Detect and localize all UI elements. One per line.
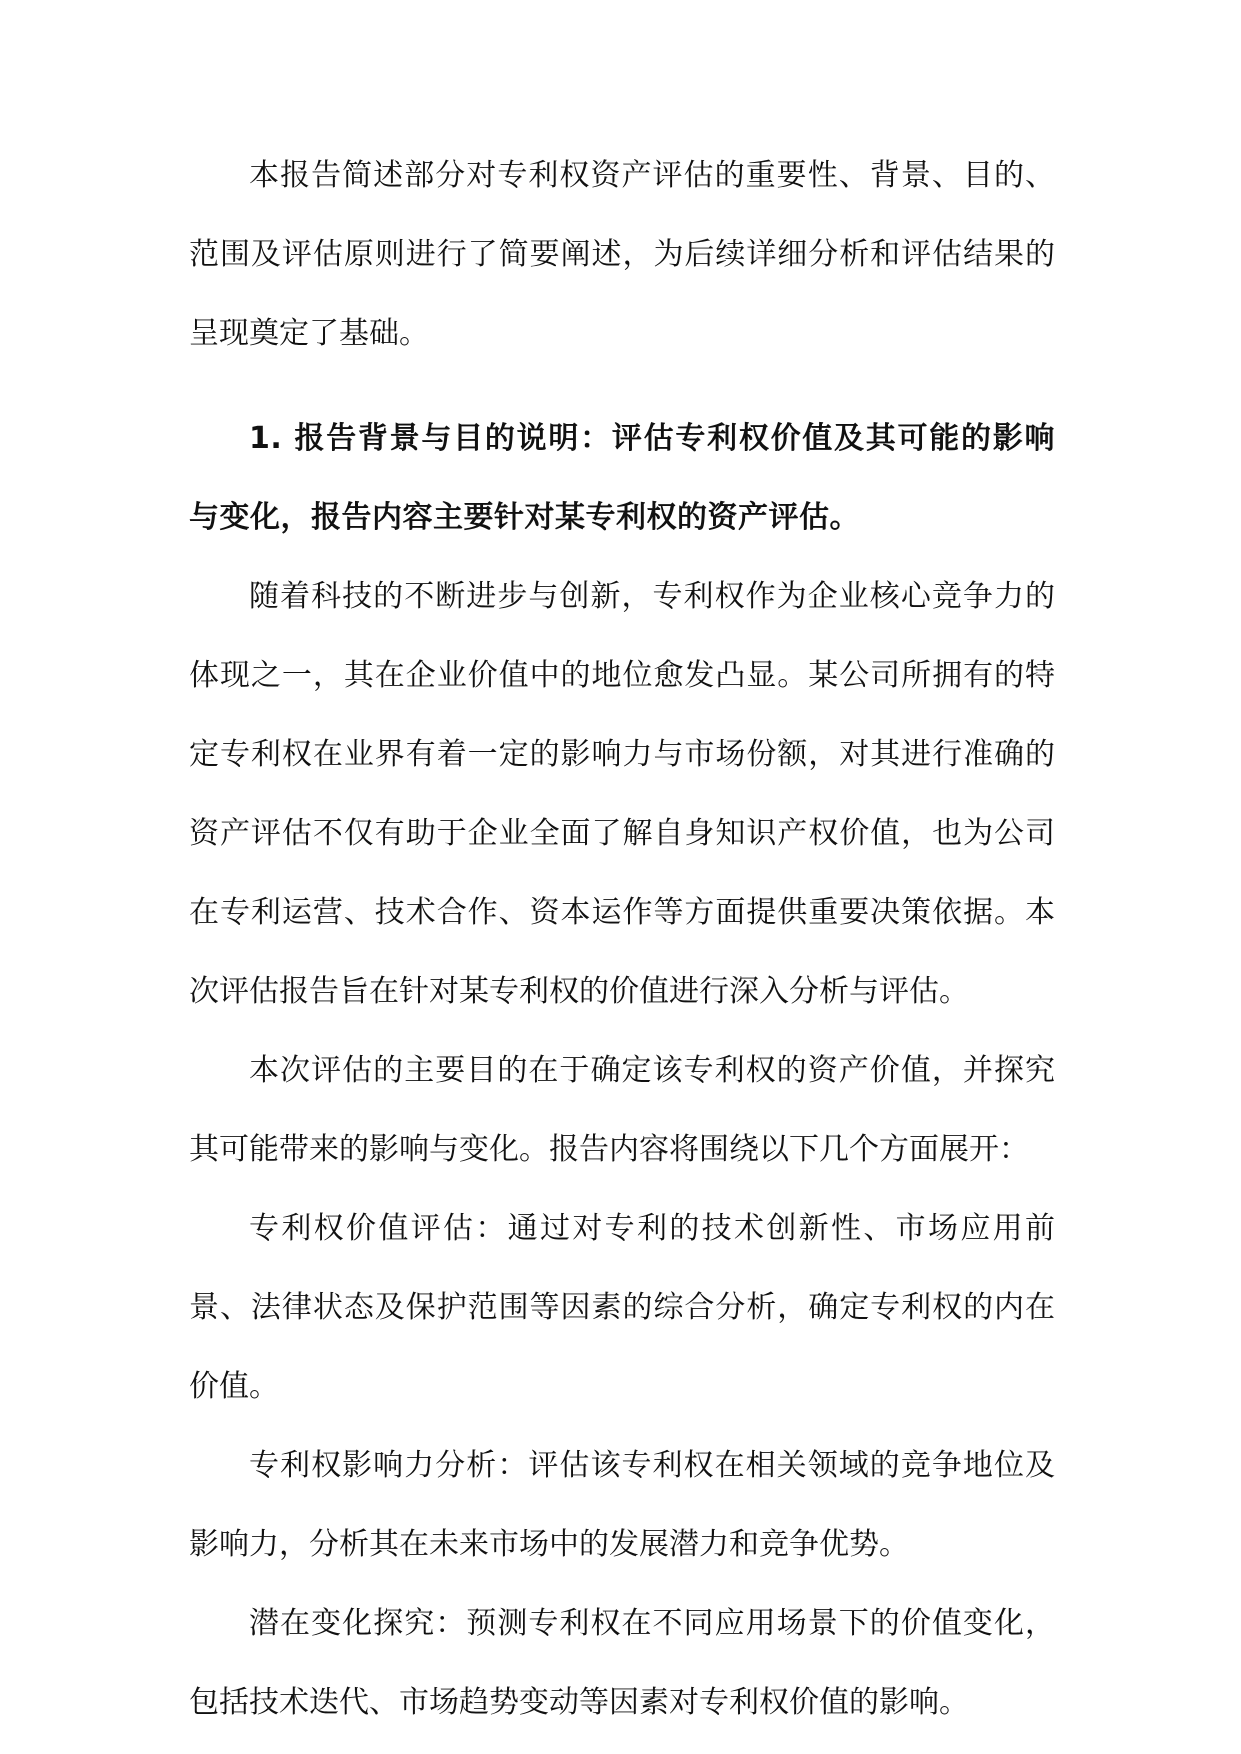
- potential-change-paragraph: 潜在变化探究：预测专利权在不同应用场景下的价值变化，包括技术迭代、市场趋势变动等因素对专利权价值的影响。: [189, 1606, 1055, 1720]
- background-paragraph: 随着科技的不断进步与创新，专利权作为企业核心竞争力的体现之一，其在企业价值中的地位愈发凸显。某公司所拥有的特定专利权在业界有着一定的影响力与市场份额，对其进行准确的资产评估不仅有助于企业全面了解自身知识产权价值，也为公司在专利运营、技术合作、资本运作等方面提供重要决策依据。本次评估报告旨在针对某专利权的价值进行深入分析与评估。: [189, 579, 1055, 1009]
- intro-paragraph: 本报告简述部分对专利权资产评估的重要性、背景、目的、范围及评估原则进行了简要阐述，为后续详细分析和评估结果的呈现奠定了基础。: [189, 158, 1055, 351]
- purpose-paragraph: 本次评估的主要目的在于确定该专利权的资产价值，并探究其可能带来的影响与变化。报告内容将围绕以下几个方面展开：: [189, 1053, 1055, 1167]
- document-body: [189, 136, 1055, 1742]
- section-heading-1: 1. 报告背景与目的说明：评估专利权价值及其可能的影响与变化，报告内容主要针对某专利权的资产评估。: [189, 421, 1055, 535]
- influence-analysis-paragraph: 专利权影响力分析：评估该专利权在相关领域的竞争地位及影响力，分析其在未来市场中的发展潜力和竞争优势。: [189, 1448, 1055, 1562]
- value-assessment-paragraph: 专利权价值评估：通过对专利的技术创新性、市场应用前景、法律状态及保护范围等因素的综合分析，确定专利权的内在价值。: [189, 1211, 1055, 1404]
